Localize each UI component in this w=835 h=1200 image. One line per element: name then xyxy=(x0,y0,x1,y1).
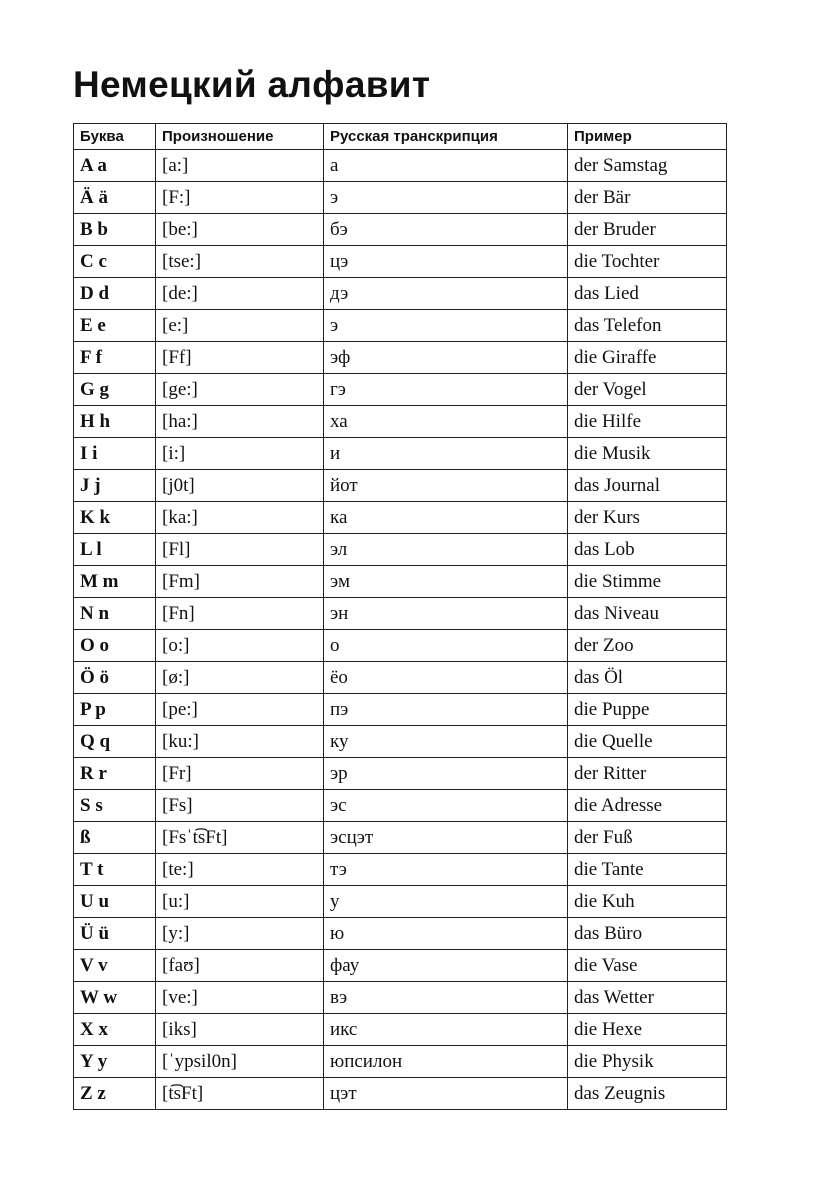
example-cell: der Bär xyxy=(568,182,727,214)
letter-cell: I i xyxy=(74,438,156,470)
table-row xyxy=(74,918,727,950)
example-cell: die Hexe xyxy=(568,1014,727,1046)
table-row xyxy=(74,342,727,374)
letter-cell: L l xyxy=(74,534,156,566)
pronunciation-cell: [Fn] xyxy=(156,598,324,630)
header-pronunciation: Произношение xyxy=(156,124,324,150)
example-cell: der Vogel xyxy=(568,374,727,406)
table-row xyxy=(74,1078,727,1110)
russian-transcription-cell: дэ xyxy=(324,278,568,310)
example-cell: das Niveau xyxy=(568,598,727,630)
header-example: Пример xyxy=(568,124,727,150)
russian-transcription-cell: тэ xyxy=(324,854,568,886)
letter-cell: B b xyxy=(74,214,156,246)
pronunciation-cell: [pe:] xyxy=(156,694,324,726)
letter-cell: V v xyxy=(74,950,156,982)
example-cell: die Giraffe xyxy=(568,342,727,374)
russian-transcription-cell: эл xyxy=(324,534,568,566)
russian-transcription-cell: ка xyxy=(324,502,568,534)
header-russian-transcription: Русская транскрипция xyxy=(324,124,568,150)
example-cell: die Quelle xyxy=(568,726,727,758)
example-cell: der Kurs xyxy=(568,502,727,534)
russian-transcription-cell: икс xyxy=(324,1014,568,1046)
letter-cell: E e xyxy=(74,310,156,342)
example-cell: die Adresse xyxy=(568,790,727,822)
letter-cell: A a xyxy=(74,150,156,182)
russian-transcription-cell: у xyxy=(324,886,568,918)
russian-transcription-cell: цэт xyxy=(324,1078,568,1110)
letter-cell: Ü ü xyxy=(74,918,156,950)
russian-transcription-cell: ку xyxy=(324,726,568,758)
russian-transcription-cell: ёо xyxy=(324,662,568,694)
russian-transcription-cell: ю xyxy=(324,918,568,950)
table-row xyxy=(74,534,727,566)
letter-cell: Q q xyxy=(74,726,156,758)
example-cell: der Ritter xyxy=(568,758,727,790)
letter-cell: S s xyxy=(74,790,156,822)
table-row xyxy=(74,374,727,406)
example-cell: das Journal xyxy=(568,470,727,502)
pronunciation-cell: [te:] xyxy=(156,854,324,886)
example-cell: das Lob xyxy=(568,534,727,566)
table-row xyxy=(74,854,727,886)
table-row xyxy=(74,662,727,694)
example-cell: die Vase xyxy=(568,950,727,982)
example-cell: der Zoo xyxy=(568,630,727,662)
russian-transcription-cell: о xyxy=(324,630,568,662)
letter-cell: Y y xyxy=(74,1046,156,1078)
example-cell: die Tante xyxy=(568,854,727,886)
example-cell: das Büro xyxy=(568,918,727,950)
russian-transcription-cell: вэ xyxy=(324,982,568,1014)
table-row xyxy=(74,758,727,790)
letter-cell: J j xyxy=(74,470,156,502)
table-row xyxy=(74,214,727,246)
russian-transcription-cell: э xyxy=(324,182,568,214)
table-row xyxy=(74,886,727,918)
header-letter: Буква xyxy=(74,124,156,150)
letter-cell: F f xyxy=(74,342,156,374)
table-body xyxy=(74,150,727,1110)
russian-transcription-cell: ха xyxy=(324,406,568,438)
example-cell: das Zeugnis xyxy=(568,1078,727,1110)
letter-cell: R r xyxy=(74,758,156,790)
example-cell: der Bruder xyxy=(568,214,727,246)
pronunciation-cell: [ha:] xyxy=(156,406,324,438)
letter-cell: N n xyxy=(74,598,156,630)
pronunciation-cell: [ˈypsil0n] xyxy=(156,1046,324,1078)
page-title: Немецкий алфавит xyxy=(73,64,431,105)
table-row xyxy=(74,726,727,758)
table-row xyxy=(74,182,727,214)
russian-transcription-cell: гэ xyxy=(324,374,568,406)
table-row xyxy=(74,950,727,982)
example-cell: die Kuh xyxy=(568,886,727,918)
pronunciation-cell: [o:] xyxy=(156,630,324,662)
letter-cell: D d xyxy=(74,278,156,310)
pronunciation-cell: [Fs] xyxy=(156,790,324,822)
table-row xyxy=(74,246,727,278)
example-cell: das Lied xyxy=(568,278,727,310)
russian-transcription-cell: эф xyxy=(324,342,568,374)
table-row xyxy=(74,438,727,470)
pronunciation-cell: [F:] xyxy=(156,182,324,214)
example-cell: das Telefon xyxy=(568,310,727,342)
pronunciation-cell: [de:] xyxy=(156,278,324,310)
letter-cell: X x xyxy=(74,1014,156,1046)
pronunciation-cell: [ge:] xyxy=(156,374,324,406)
pronunciation-cell: [Fm] xyxy=(156,566,324,598)
table-row xyxy=(74,566,727,598)
pronunciation-cell: [Fl] xyxy=(156,534,324,566)
table-row xyxy=(74,310,727,342)
alphabet-table xyxy=(73,123,727,1110)
letter-cell: O o xyxy=(74,630,156,662)
pronunciation-cell: [i:] xyxy=(156,438,324,470)
letter-cell: Ä ä xyxy=(74,182,156,214)
example-cell: die Tochter xyxy=(568,246,727,278)
table-row xyxy=(74,790,727,822)
pronunciation-cell: [a:] xyxy=(156,150,324,182)
table-row xyxy=(74,598,727,630)
pronunciation-cell: [iks] xyxy=(156,1014,324,1046)
letter-cell: H h xyxy=(74,406,156,438)
russian-transcription-cell: эр xyxy=(324,758,568,790)
table-row xyxy=(74,150,727,182)
table-row xyxy=(74,470,727,502)
russian-transcription-cell: бэ xyxy=(324,214,568,246)
russian-transcription-cell: юпсилон xyxy=(324,1046,568,1078)
pronunciation-cell: [j0t] xyxy=(156,470,324,502)
letter-cell: G g xyxy=(74,374,156,406)
example-cell: die Puppe xyxy=(568,694,727,726)
russian-transcription-cell: эсцэт xyxy=(324,822,568,854)
letter-cell: W w xyxy=(74,982,156,1014)
example-cell: die Physik xyxy=(568,1046,727,1078)
russian-transcription-cell: и xyxy=(324,438,568,470)
example-cell: die Musik xyxy=(568,438,727,470)
table-row xyxy=(74,822,727,854)
pronunciation-cell: [ka:] xyxy=(156,502,324,534)
table-row xyxy=(74,406,727,438)
example-cell: das Öl xyxy=(568,662,727,694)
russian-transcription-cell: эс xyxy=(324,790,568,822)
pronunciation-cell: [t͡sFt] xyxy=(156,1078,324,1110)
russian-transcription-cell: цэ xyxy=(324,246,568,278)
table-row xyxy=(74,1046,727,1078)
russian-transcription-cell: йот xyxy=(324,470,568,502)
russian-transcription-cell: а xyxy=(324,150,568,182)
table-row xyxy=(74,1014,727,1046)
table-row xyxy=(74,982,727,1014)
pronunciation-cell: [e:] xyxy=(156,310,324,342)
pronunciation-cell: [ku:] xyxy=(156,726,324,758)
pronunciation-cell: [Ff] xyxy=(156,342,324,374)
pronunciation-cell: [ve:] xyxy=(156,982,324,1014)
pronunciation-cell: [be:] xyxy=(156,214,324,246)
letter-cell: T t xyxy=(74,854,156,886)
letter-cell: K k xyxy=(74,502,156,534)
example-cell: die Hilfe xyxy=(568,406,727,438)
russian-transcription-cell: эн xyxy=(324,598,568,630)
pronunciation-cell: [tse:] xyxy=(156,246,324,278)
example-cell: das Wetter xyxy=(568,982,727,1014)
table-row xyxy=(74,694,727,726)
letter-cell: Z z xyxy=(74,1078,156,1110)
pronunciation-cell: [u:] xyxy=(156,886,324,918)
russian-transcription-cell: пэ xyxy=(324,694,568,726)
pronunciation-cell: [Fsˈt͡sFt] xyxy=(156,822,324,854)
pronunciation-cell: [ø:] xyxy=(156,662,324,694)
table-row xyxy=(74,502,727,534)
example-cell: der Samstag xyxy=(568,150,727,182)
russian-transcription-cell: фау xyxy=(324,950,568,982)
letter-cell: C c xyxy=(74,246,156,278)
pronunciation-cell: [y:] xyxy=(156,918,324,950)
letter-cell: U u xyxy=(74,886,156,918)
letter-cell: M m xyxy=(74,566,156,598)
russian-transcription-cell: эм xyxy=(324,566,568,598)
table-row xyxy=(74,630,727,662)
table-header-row xyxy=(74,124,727,150)
russian-transcription-cell: э xyxy=(324,310,568,342)
letter-cell: Ö ö xyxy=(74,662,156,694)
letter-cell: P p xyxy=(74,694,156,726)
pronunciation-cell: [Fr] xyxy=(156,758,324,790)
pronunciation-cell: [faʊ] xyxy=(156,950,324,982)
example-cell: die Stimme xyxy=(568,566,727,598)
table-row xyxy=(74,278,727,310)
letter-cell: ß xyxy=(74,822,156,854)
example-cell: der Fuß xyxy=(568,822,727,854)
